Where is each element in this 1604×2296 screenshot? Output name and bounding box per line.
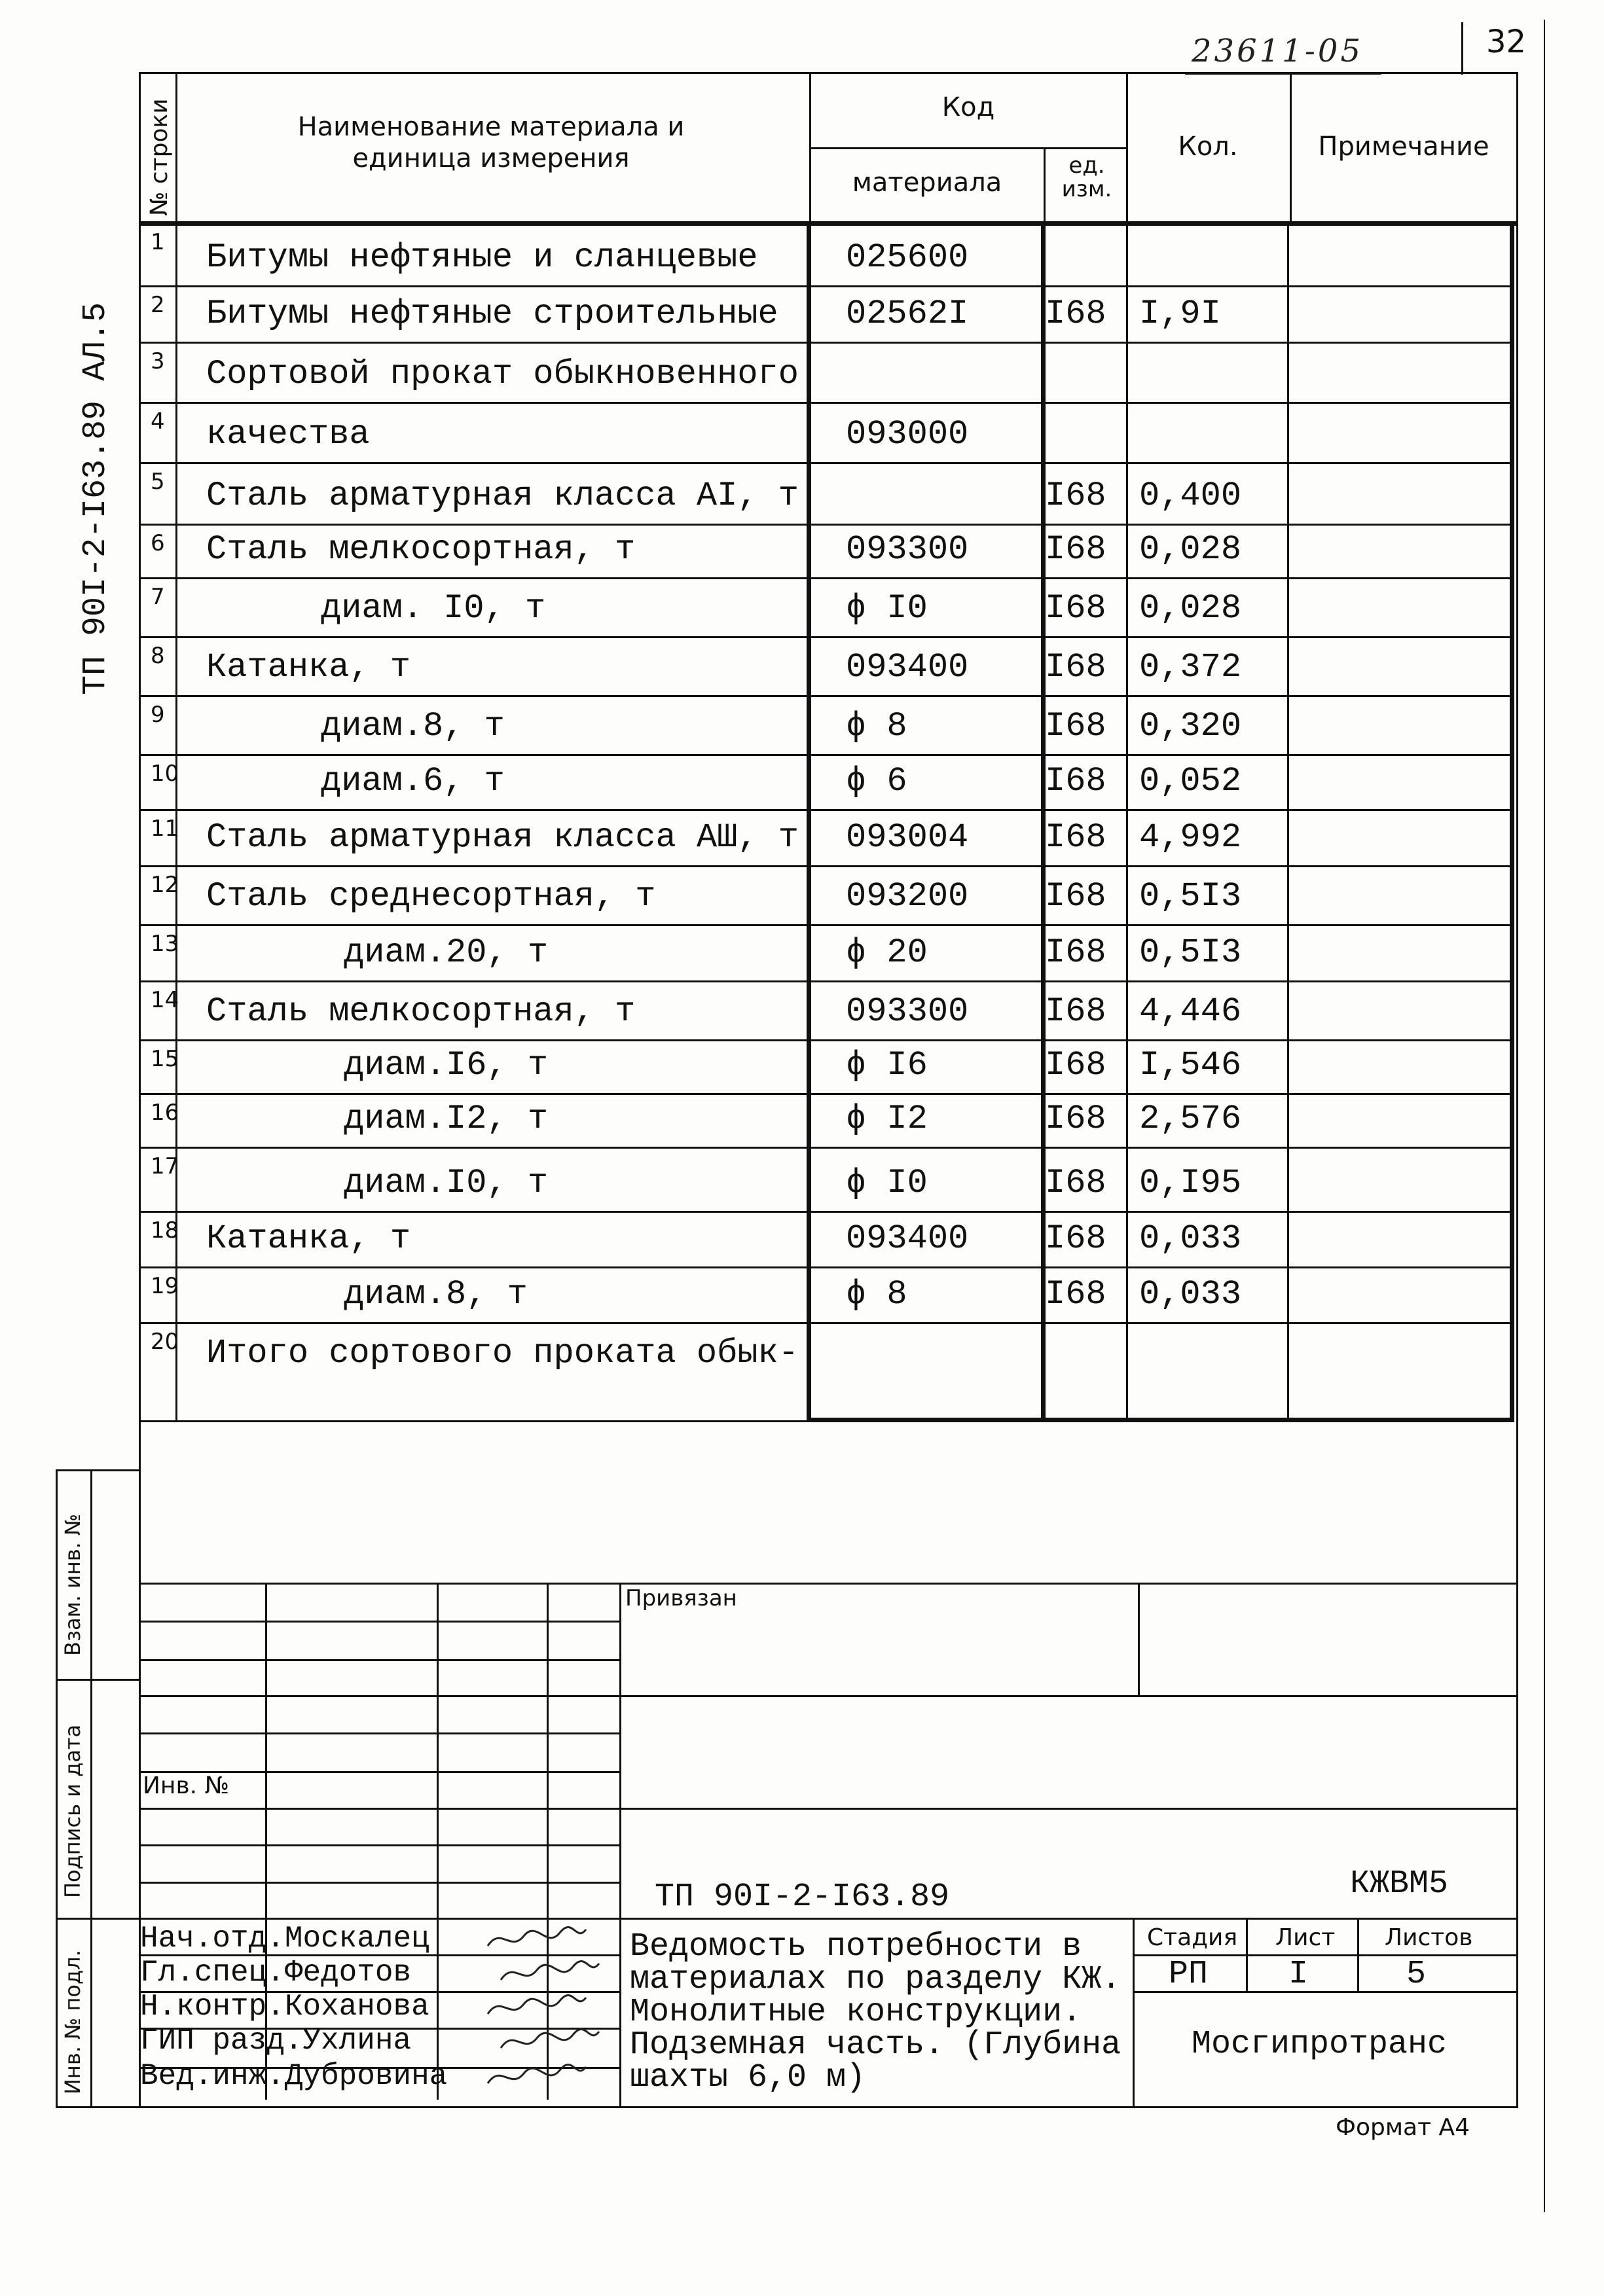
material-name: качества bbox=[206, 415, 370, 454]
table-row-rule bbox=[139, 865, 1512, 867]
row-number: 12 bbox=[151, 872, 179, 898]
material-code: 093000 bbox=[846, 415, 969, 454]
quantity: 2,576 bbox=[1139, 1100, 1242, 1138]
tb-col-sheet bbox=[1246, 1918, 1248, 1991]
signatory-row bbox=[140, 2024, 411, 2058]
row-number: 6 bbox=[151, 530, 165, 556]
signatory-row bbox=[140, 2059, 447, 2093]
unit-code: I68 bbox=[1045, 648, 1106, 687]
header-note: Примечание bbox=[1318, 132, 1489, 162]
margin-split-1 bbox=[56, 1679, 140, 1681]
table-row-rule bbox=[139, 462, 1512, 464]
signatory-role: ГИП разд. bbox=[140, 2024, 303, 2058]
material-name: диам.8, т bbox=[344, 1275, 528, 1314]
tb-line-3 bbox=[139, 1659, 621, 1661]
tb-sheets-value: 5 bbox=[1406, 1956, 1427, 1993]
material-name: диам. I0, т bbox=[321, 589, 546, 628]
unit-code: I68 bbox=[1045, 818, 1106, 857]
row-number: 14 bbox=[151, 987, 179, 1013]
table-row-rule bbox=[139, 980, 1512, 982]
material-name: Битумы нефтяные и сланцевые bbox=[206, 238, 758, 277]
page-number-divider bbox=[1461, 22, 1463, 75]
unit-code: I68 bbox=[1045, 1275, 1106, 1314]
frame-right bbox=[1516, 72, 1518, 2108]
row-number: 8 bbox=[151, 643, 165, 669]
signatory-row bbox=[140, 1956, 411, 1990]
tb-title-line-3: Монолитные конструкции. bbox=[630, 1994, 1082, 2031]
table-row-rule bbox=[139, 402, 1512, 404]
tb-col-privyazan bbox=[1138, 1583, 1140, 1695]
tb-line-7 bbox=[139, 1808, 1518, 1810]
quantity: 0,5I3 bbox=[1139, 877, 1242, 916]
signatory-role: Нач.отд. bbox=[140, 1922, 285, 1956]
quantity: 0,028 bbox=[1139, 589, 1242, 628]
material-code: 093400 bbox=[846, 648, 969, 687]
unit-code: I68 bbox=[1045, 530, 1106, 569]
format-label: Формат А4 bbox=[1336, 2114, 1470, 2141]
quantity: 0,I95 bbox=[1139, 1164, 1242, 1202]
tb-title-line-2: материалах по разделу КЖ. bbox=[630, 1961, 1121, 1998]
tb-stage-label: Стадия bbox=[1147, 1924, 1238, 1951]
table-row-rule bbox=[139, 1147, 1512, 1149]
quantity: 0,372 bbox=[1139, 648, 1242, 687]
signatory-name: Ухлина bbox=[302, 2024, 412, 2058]
signatory-role: Гл.спец. bbox=[140, 1956, 285, 1990]
material-code: ϕ I6 bbox=[846, 1046, 928, 1085]
tb-col-2 bbox=[437, 1583, 439, 2100]
header-code-split bbox=[809, 147, 1127, 149]
tb-title-line-5: шахты 6,0 м) bbox=[630, 2059, 866, 2096]
tb-line-5 bbox=[139, 1732, 621, 1734]
quantity: 0,5I3 bbox=[1139, 933, 1242, 972]
unit-code: I68 bbox=[1045, 1046, 1106, 1085]
tb-line-2 bbox=[139, 1621, 621, 1623]
unit-code: I68 bbox=[1045, 589, 1106, 628]
quantity: 0,400 bbox=[1139, 476, 1242, 515]
signatory-name: Федотов bbox=[284, 1956, 412, 1990]
table-row-rule bbox=[139, 924, 1512, 926]
unit-code: I68 bbox=[1045, 992, 1106, 1031]
row-number: 5 bbox=[151, 469, 165, 495]
material-name: Сталь среднесортная, т bbox=[206, 877, 656, 916]
handwritten-signature bbox=[484, 2060, 589, 2093]
row-number: 13 bbox=[151, 931, 179, 957]
header-bottom-rule bbox=[139, 221, 1518, 226]
row-number: 1 bbox=[151, 229, 165, 255]
tb-document-mark: КЖВМ5 bbox=[1350, 1865, 1449, 1903]
body-bottom-rule bbox=[807, 1418, 1514, 1422]
material-code: 093200 bbox=[846, 877, 969, 916]
quantity: 0,033 bbox=[1139, 1219, 1242, 1258]
tb-title-line-4: Подземная часть. (Глубина bbox=[630, 2026, 1121, 2064]
margin-vzam-inv: Взам. инв. № bbox=[60, 1513, 85, 1656]
frame-bottom bbox=[56, 2106, 1518, 2108]
table-row-rule bbox=[139, 1211, 1512, 1213]
header-unit: ед. изм. bbox=[1061, 152, 1112, 202]
material-code: ϕ 6 bbox=[846, 762, 907, 800]
signatory-name: Коханова bbox=[284, 1990, 429, 2024]
header-material-name: Наименование материала и единица измерения bbox=[297, 112, 685, 173]
unit-code: I68 bbox=[1045, 1219, 1106, 1258]
material-code: ϕ 8 bbox=[846, 1275, 907, 1314]
body-bottom-full bbox=[139, 1420, 809, 1422]
unit-code: I68 bbox=[1045, 1164, 1106, 1202]
material-name: диам.I0, т bbox=[344, 1164, 549, 1202]
archive-number: 23611-05 bbox=[1192, 33, 1363, 69]
row-number: 9 bbox=[151, 702, 165, 728]
signatory-role: Вед.инж. bbox=[140, 2059, 285, 2093]
tb-line-8 bbox=[139, 1844, 621, 1846]
margin-col-left bbox=[56, 1469, 58, 2108]
margin-podpis-data: Подпись и дата bbox=[60, 1724, 85, 1898]
margin-inv-podl: Инв. № подл. bbox=[60, 1950, 85, 2094]
signatory-name: Дубровина bbox=[284, 2059, 448, 2093]
material-code: ϕ 20 bbox=[846, 933, 928, 972]
row-number: 4 bbox=[151, 408, 165, 435]
material-code: ϕ I2 bbox=[846, 1100, 928, 1138]
tb-title-line-1: Ведомость потребности в bbox=[630, 1928, 1082, 1965]
right-page-edge bbox=[1544, 20, 1545, 2212]
margin-split-2 bbox=[56, 1918, 140, 1920]
row-number: 2 bbox=[151, 292, 165, 318]
tb-stage-value: РП bbox=[1169, 1956, 1209, 1993]
table-row-rule bbox=[139, 636, 1512, 638]
header-quantity: Кол. bbox=[1178, 132, 1238, 162]
tb-sheet-label: Лист bbox=[1275, 1924, 1336, 1951]
header-col-unit bbox=[1044, 147, 1046, 223]
tb-line-4 bbox=[139, 1695, 1518, 1697]
tb-col-4 bbox=[619, 1583, 621, 2106]
material-name: Сталь мелкосортная, т bbox=[206, 530, 636, 569]
material-name: диам.6, т bbox=[321, 762, 505, 800]
material-code: 025600 bbox=[846, 238, 969, 277]
table-row-rule bbox=[139, 285, 1512, 287]
signatory-row bbox=[140, 1990, 429, 2024]
material-code: ϕ I0 bbox=[846, 589, 928, 628]
material-code: 093300 bbox=[846, 530, 969, 569]
row-number: 20 bbox=[151, 1329, 179, 1355]
material-code: 093300 bbox=[846, 992, 969, 1031]
tb-document-code: ТП 90I-2-I63.89 bbox=[655, 1878, 950, 1916]
material-code: 02562I bbox=[846, 295, 969, 333]
header-row-number: № строки bbox=[146, 98, 173, 216]
material-name: диам.I6, т bbox=[344, 1046, 549, 1085]
handwritten-signature bbox=[498, 1957, 602, 1990]
material-name: Сталь арматурная класса АI, т bbox=[206, 476, 799, 515]
table-row-rule bbox=[139, 695, 1512, 697]
material-name: Сортовой прокат обыкновенного bbox=[206, 355, 799, 393]
frame-top bbox=[139, 72, 1518, 74]
handwritten-signature bbox=[498, 2025, 602, 2058]
unit-code: I68 bbox=[1045, 476, 1106, 515]
handwritten-signature bbox=[484, 1991, 589, 2024]
quantity: 0,052 bbox=[1139, 762, 1242, 800]
table-row-rule bbox=[139, 1039, 1512, 1041]
row-number: 7 bbox=[151, 584, 165, 610]
tb-line-1 bbox=[139, 1583, 1518, 1585]
material-name: Катанка, т bbox=[206, 648, 411, 687]
tb-line-10 bbox=[139, 1918, 1518, 1920]
unit-code: I68 bbox=[1045, 762, 1106, 800]
row-number: 18 bbox=[151, 1217, 179, 1244]
table-row-rule bbox=[139, 1266, 1512, 1268]
row-number: 3 bbox=[151, 348, 165, 374]
material-name: диам.I2, т bbox=[344, 1100, 549, 1138]
quantity: 4,446 bbox=[1139, 992, 1242, 1031]
table-row-rule bbox=[139, 524, 1512, 526]
frame-left bbox=[139, 72, 141, 2108]
material-code: 093004 bbox=[846, 818, 969, 857]
unit-code: I68 bbox=[1045, 877, 1106, 916]
header-col-rowno bbox=[175, 72, 177, 223]
material-code: 093400 bbox=[846, 1219, 969, 1258]
tb-line-9 bbox=[139, 1882, 621, 1884]
handwritten-signature bbox=[484, 1923, 589, 1956]
signatory-row bbox=[140, 1922, 429, 1956]
quantity: I,9I bbox=[1139, 295, 1221, 333]
table-row-rule bbox=[139, 1322, 1512, 1324]
unit-code: I68 bbox=[1045, 707, 1106, 745]
material-name: Сталь арматурная класса АШ, т bbox=[206, 818, 799, 857]
row-number: 15 bbox=[151, 1046, 179, 1072]
margin-col-mid bbox=[90, 1469, 92, 2108]
signatory-name: Москалец bbox=[284, 1922, 429, 1956]
material-name: Сталь мелкосортная, т bbox=[206, 992, 636, 1031]
row-number: 11 bbox=[151, 816, 179, 842]
unit-code: I68 bbox=[1045, 295, 1106, 333]
row-number: 16 bbox=[151, 1100, 179, 1126]
material-name: диам.20, т bbox=[344, 933, 549, 972]
row-number: 19 bbox=[151, 1273, 179, 1299]
unit-code: I68 bbox=[1045, 933, 1106, 972]
tb-privyazan: Привязан bbox=[625, 1585, 737, 1611]
material-code: ϕ 8 bbox=[846, 707, 907, 745]
quantity: 0,028 bbox=[1139, 530, 1242, 569]
table-row-rule bbox=[139, 1093, 1512, 1095]
row-number: 17 bbox=[151, 1153, 179, 1179]
table-row-rule bbox=[139, 342, 1512, 344]
tb-organization: Мосгипротранс bbox=[1192, 2026, 1448, 2063]
side-document-code: ТП 90I-2-I63.89 АЛ.5 bbox=[77, 302, 115, 695]
tb-sheet-value: I bbox=[1288, 1956, 1309, 1993]
table-row-rule bbox=[139, 754, 1512, 756]
quantity: I,546 bbox=[1139, 1046, 1242, 1085]
unit-code: I68 bbox=[1045, 1100, 1106, 1138]
row-number: 10 bbox=[151, 761, 179, 787]
page-number: 32 bbox=[1486, 24, 1527, 60]
tb-col-stage bbox=[1133, 1918, 1135, 2108]
quantity: 0,033 bbox=[1139, 1275, 1242, 1314]
tb-col-sheets bbox=[1357, 1918, 1359, 1991]
header-code: Код bbox=[941, 92, 995, 122]
table-row-rule bbox=[139, 809, 1512, 811]
material-name: Итого сортового проката обык- bbox=[206, 1334, 799, 1372]
quantity: 4,992 bbox=[1139, 818, 1242, 857]
material-name: Битумы нефтяные строительные bbox=[206, 295, 778, 333]
material-code: ϕ I0 bbox=[846, 1164, 928, 1202]
signatory-role: Н.контр. bbox=[140, 1990, 285, 2024]
tb-sheets-label: Листов bbox=[1385, 1924, 1473, 1951]
margin-top bbox=[56, 1469, 140, 1471]
material-name: диам.8, т bbox=[321, 707, 505, 745]
material-name: Катанка, т bbox=[206, 1219, 411, 1258]
header-material-code: материала bbox=[852, 168, 1002, 198]
quantity: 0,320 bbox=[1139, 707, 1242, 745]
tb-inv-no: Инв. № bbox=[143, 1772, 230, 1799]
table-row-rule bbox=[139, 577, 1512, 579]
